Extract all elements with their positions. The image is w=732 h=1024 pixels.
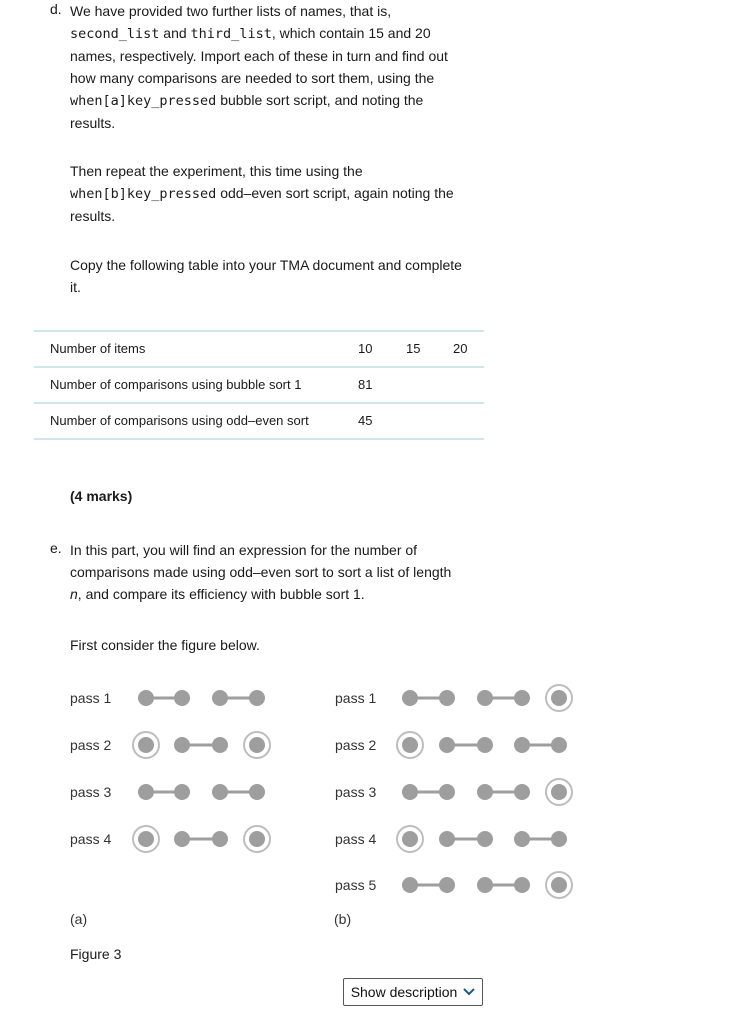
unpaired-item <box>546 685 572 711</box>
comparison-pair <box>477 784 530 800</box>
comparison-pair <box>138 784 190 800</box>
text-line: it. <box>70 279 81 295</box>
comparison-pair <box>138 690 190 706</box>
code-when-b: when[b]key_pressed <box>70 186 217 202</box>
comparison-pair <box>439 831 493 847</box>
comparison-pair <box>212 690 265 706</box>
figure-intro: First consider the figure below. <box>70 637 260 653</box>
part-e-label: e. <box>50 540 62 556</box>
text-fragment: bubble sort script, and noting the <box>216 92 424 108</box>
marks-label: (4 marks) <box>70 488 133 504</box>
table-cell: 81 <box>358 377 373 392</box>
text-line: comparisons made using odd–even sort to sort a list of length <box>70 564 452 580</box>
pass-label: pass 3 <box>70 784 112 800</box>
comparison-table <box>34 330 484 440</box>
text-line: results. <box>70 115 116 131</box>
pass-label: pass 1 <box>70 690 112 706</box>
comparison-pair <box>477 690 530 706</box>
figure-title: Figure 3 <box>70 946 122 962</box>
text-line <box>70 89 500 112</box>
comparison-pair <box>174 737 228 753</box>
comparison-pair <box>212 784 265 800</box>
part-d-label: d. <box>50 1 62 17</box>
row-label: Number of comparisons using odd–even sort <box>50 413 309 428</box>
text-line <box>70 583 500 605</box>
comparison-pair <box>477 877 530 893</box>
pass-label: pass 5 <box>335 877 377 893</box>
code-second-list: second_list <box>70 26 160 42</box>
text-line: names, respectively. Import each of these in turn and find out <box>70 48 448 64</box>
show-description-button[interactable] <box>343 978 483 1006</box>
pass-label: pass 1 <box>335 690 377 706</box>
text-line: In this part, you will find an expression for the number of <box>70 542 418 558</box>
panel-b-caption: (b) <box>334 911 352 927</box>
code-third-list: third_list <box>190 26 272 42</box>
text-line: results. <box>70 208 116 224</box>
table-cell: 10 <box>358 341 373 356</box>
text-fragment: and <box>159 25 191 41</box>
unpaired-item <box>244 732 270 758</box>
text-line: Copy the following table into your TMA document and complete <box>70 257 462 273</box>
pass-label: pass 2 <box>335 737 377 753</box>
unpaired-item <box>133 826 159 852</box>
part-d-paragraph-1 <box>70 0 500 134</box>
text-line: We have provided two further lists of names, that is, <box>70 3 392 19</box>
text-fragment: , and compare its efficiency with bubble sort 1. <box>77 586 365 602</box>
unpaired-item <box>546 872 572 898</box>
row-label: Number of comparisons using bubble sort 1 <box>50 377 302 392</box>
unpaired-item <box>397 732 423 758</box>
table-cell: 45 <box>358 413 373 428</box>
text-fragment: , which contain 15 and 20 <box>271 25 431 41</box>
panel-a-caption: (a) <box>70 911 88 927</box>
table-row <box>34 330 484 366</box>
comparison-pair <box>402 877 455 893</box>
text-line: Then repeat the experiment, this time using the <box>70 163 363 179</box>
unpaired-item <box>133 732 159 758</box>
part-d-paragraph-3 <box>70 254 500 298</box>
comparison-pair <box>514 737 567 753</box>
table-cell: 15 <box>406 341 421 356</box>
figure-3 <box>0 670 732 970</box>
pass-label: pass 4 <box>70 831 112 847</box>
text-line <box>70 182 500 205</box>
table-row <box>34 366 484 402</box>
figure-3-graphic <box>0 670 732 970</box>
code-when-a: when[a]key_pressed <box>70 93 217 109</box>
comparison-pair <box>174 831 228 847</box>
text-fragment: odd–even sort script, again noting the <box>216 185 454 201</box>
comparison-pair <box>402 690 455 706</box>
show-description-label: Show description <box>350 984 458 1000</box>
pass-label: pass 2 <box>70 737 112 753</box>
text-line <box>70 22 500 45</box>
row-label: Number of items <box>50 341 146 356</box>
unpaired-item <box>397 826 423 852</box>
pass-label: pass 3 <box>335 784 377 800</box>
unpaired-item <box>244 826 270 852</box>
comparison-pair <box>439 737 493 753</box>
table-row <box>34 402 484 440</box>
part-e-paragraph <box>70 539 500 605</box>
part-d-paragraph-2 <box>70 160 500 227</box>
variable-n: n <box>70 586 78 602</box>
table-cell: 20 <box>453 341 468 356</box>
comparison-pair <box>402 784 455 800</box>
pass-label: pass 4 <box>335 831 377 847</box>
comparison-pair <box>514 831 567 847</box>
chevron-down-icon <box>463 988 475 996</box>
text-line: how many comparisons are needed to sort them, using the <box>70 70 435 86</box>
unpaired-item <box>546 779 572 805</box>
